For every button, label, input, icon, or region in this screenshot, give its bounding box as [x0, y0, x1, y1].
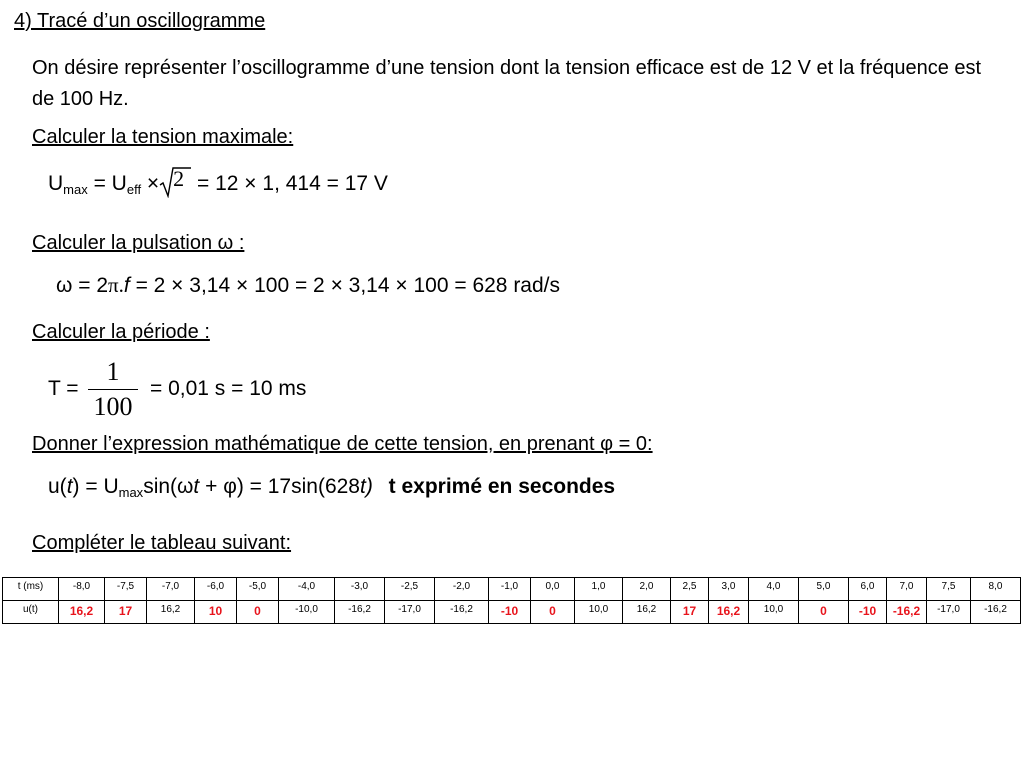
fraction-denominator: 100 — [93, 392, 133, 421]
heading-table: Compléter le tableau suivant: — [32, 532, 292, 554]
equation-omega — [56, 273, 560, 298]
heading-expression: Donner l’expression mathématique de cette tension, en prenant φ = 0: — [32, 433, 653, 455]
voltage-cell: -17,0 — [385, 601, 435, 624]
voltage-cell: 0 — [237, 601, 279, 624]
heading-pulsation: Calculer la pulsation ω : — [32, 232, 245, 254]
phase-and-value: + φ) = 17sin(628 — [199, 475, 360, 498]
voltage-cell: -16,2 — [971, 601, 1021, 624]
voltage-cell: 10,0 — [575, 601, 623, 624]
umax-subscript: max — [63, 182, 88, 197]
u-open: u( — [48, 475, 67, 498]
heading-max-voltage: Calculer la tension maximale: — [32, 126, 294, 148]
voltage-cell: 0 — [531, 601, 575, 624]
period-result: = 0,01 s = 10 ms — [150, 377, 307, 400]
sin-open: sin(ω — [143, 475, 194, 498]
time-cell: 0,0 — [531, 578, 575, 601]
voltage-cell: 10 — [195, 601, 237, 624]
time-cell: 5,0 — [799, 578, 849, 601]
frequency-symbol: f — [123, 274, 130, 297]
umax-calculation: = 12 × 1, 414 = — [191, 172, 345, 195]
u-equals: ) = U — [72, 475, 119, 498]
time-cell: -8,0 — [59, 578, 105, 601]
time-cell: -5,0 — [237, 578, 279, 601]
equals-ueff: = U — [87, 172, 127, 195]
voltage-cell: -10 — [849, 601, 887, 624]
voltage-cell: 17 — [671, 601, 709, 624]
time-cell: 3,0 — [709, 578, 749, 601]
time-var: t — [66, 475, 73, 498]
time-cell: 7,5 — [927, 578, 971, 601]
voltage-cell: 16,2 — [623, 601, 671, 624]
time-cell: -7,0 — [147, 578, 195, 601]
voltage-cell: -17,0 — [927, 601, 971, 624]
time-unit-note: t exprimé en secondes — [388, 475, 616, 498]
time-cell: 6,0 — [849, 578, 887, 601]
equation-umax — [48, 166, 388, 196]
voltage-cell: -16,2 — [887, 601, 927, 624]
time-cell: -4,0 — [279, 578, 335, 601]
period-label: T = — [48, 377, 79, 400]
voltage-cell: -16,2 — [335, 601, 385, 624]
time-var-2: t — [193, 475, 200, 498]
time-cell: -2,5 — [385, 578, 435, 601]
time-cell: 7,0 — [887, 578, 927, 601]
square-root-icon — [159, 166, 191, 196]
umax-symbol: U — [48, 172, 64, 195]
times-sign: × — [141, 172, 160, 195]
fraction-numerator: 1 — [106, 357, 120, 386]
omega-symbol: ω — [56, 274, 73, 297]
time-cell: -6,0 — [195, 578, 237, 601]
ueff-subscript: eff — [126, 182, 142, 197]
time-cell: 2,5 — [671, 578, 709, 601]
equation-voltage — [48, 475, 615, 499]
section-title: 4) Tracé d’un oscillogramme — [14, 10, 266, 32]
time-cell: 2,0 — [623, 578, 671, 601]
voltage-cell: 16,2 — [709, 601, 749, 624]
time-cell: -2,0 — [435, 578, 489, 601]
voltage-cell: -10 — [489, 601, 531, 624]
umax-result: 17 V — [344, 172, 388, 195]
voltage-cell: 0 — [799, 601, 849, 624]
time-var-3: t) — [359, 475, 373, 498]
heading-period: Calculer la période : — [32, 321, 210, 343]
voltage-header: u(t) — [3, 601, 59, 624]
fraction-bar — [88, 389, 138, 390]
radicand: 2 — [173, 166, 185, 191]
voltage-cell: 17 — [105, 601, 147, 624]
time-cell: -3,0 — [335, 578, 385, 601]
max-subscript: max — [118, 485, 144, 500]
values-table — [2, 577, 1021, 624]
period-fraction — [88, 357, 138, 422]
voltage-cell: 10,0 — [749, 601, 799, 624]
time-cell: -1,0 — [489, 578, 531, 601]
intro-paragraph: On désire représenter l’oscillogramme d’une tension dont la tension efficace est de 12 V et la fréquence est de 100 Hz. — [32, 57, 982, 110]
omega-equals: = 2 — [72, 274, 109, 297]
voltage-cell: 16,2 — [59, 601, 105, 624]
time-cell: -7,5 — [105, 578, 147, 601]
voltage-cell: -10,0 — [279, 601, 335, 624]
omega-calculation: = 2 × 3,14 × 100 = 2 × 3,14 × 100 = 628 rad/s — [129, 274, 560, 297]
time-row — [3, 578, 1021, 601]
voltage-row — [3, 601, 1021, 624]
pi-symbol: π. — [108, 273, 124, 297]
time-cell: 4,0 — [749, 578, 799, 601]
voltage-cell: -16,2 — [435, 601, 489, 624]
voltage-cell: 16,2 — [147, 601, 195, 624]
time-cell: 1,0 — [575, 578, 623, 601]
time-header: t (ms) — [3, 578, 59, 601]
time-cell: 8,0 — [971, 578, 1021, 601]
